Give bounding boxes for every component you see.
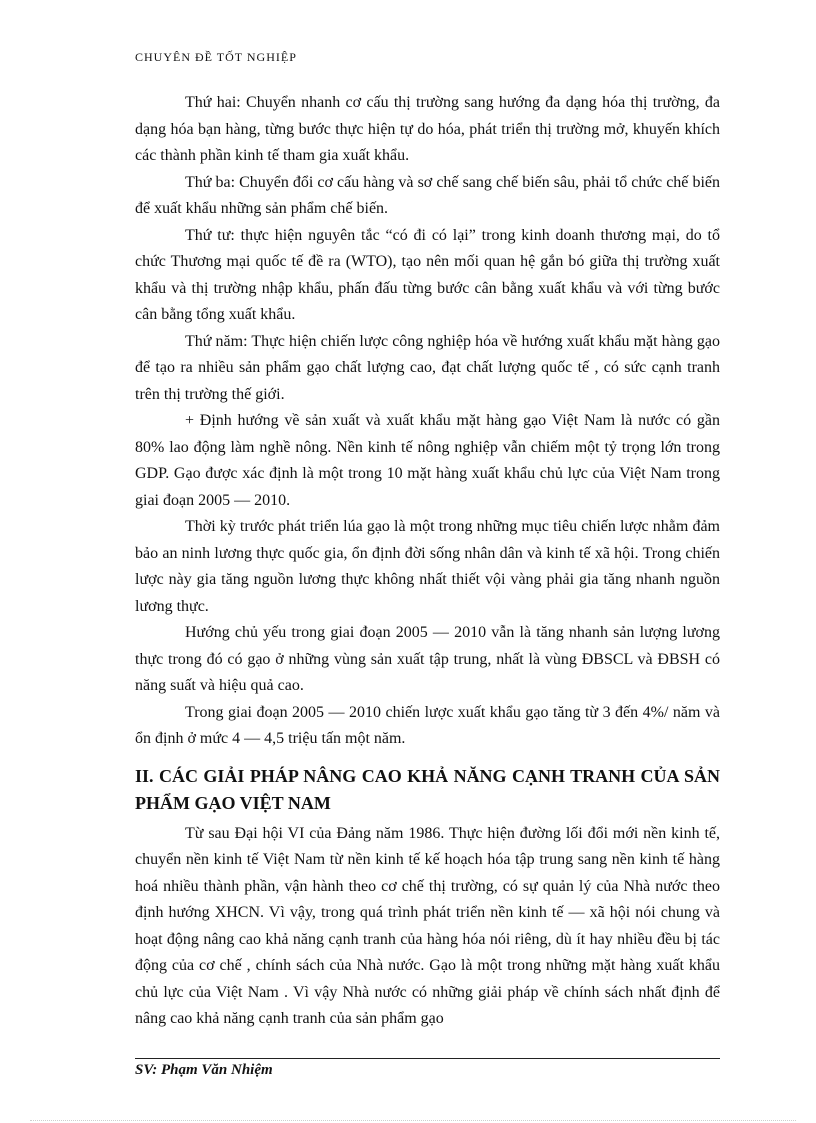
- paragraph-thoi-ky-truoc: Thời kỳ trước phát triển lúa gạo là một trong những mục tiêu chiến lược nhằm đảm bảo an ninh lương thực quốc gia, ổn định đời sống nhân dân và kinh tế xã hội. Trong chiến lược này gia tăng nguồn lương thực không nhất thiết vội vàng phải gia tăng nhanh nguồn lương thực.: [135, 518, 720, 615]
- paragraph-thu-nam: Thứ năm: Thực hiện chiến lược công nghiệp hóa về hướng xuất khẩu mặt hàng gạo để tạo ra nhiều sản phẩm gạo chất lượng cao, đạt chất lượng quốc tế , có sức cạnh tranh trên thị trường thế giới.: [135, 332, 720, 403]
- paragraph-tu-sau-dai-hoi: Từ sau Đại hội VI của Đảng năm 1986. Thực hiện đường lối đổi mới nền kinh tế, chuyển nền kinh tế Việt Nam từ nền kinh tế kế hoạch hóa tập trung sang nền kinh tế hàng hoá nhiều thành phần, vận hành theo cơ chế thị trường, có sự quản lý của Nhà nước theo định hướng XHCN. Vì vậy, trong quá trình phát triển nền kinh tế — xã hội nói chung và hoạt động nâng cao khả năng cạnh tranh của hàng hóa nói riêng, dù ít hay nhiều đều bị tác động của cơ chế , chính sách của Nhà nước. Gạo là một trong những mặt hàng xuất khẩu chủ lực của Việt Nam . Vì vậy Nhà nước có những giải pháp về chính sách nhất định để nâng cao khả năng cạnh tranh của sản phẩm gạo: [135, 824, 720, 1027]
- footer-author: SV: Phạm Văn Nhiệm: [135, 1062, 273, 1078]
- page-edge-dotted-line: [30, 1120, 796, 1121]
- paragraph-dinh-huong: + Định hướng về sản xuất và xuất khẩu mặt hàng gạo Việt Nam là nước có gần 80% lao động làm nghề nông. Nền kinh tế nông nghiệp vẫn chiếm một tỷ trọng lớn trong GDP. Gạo được xác định là một trong 10 mặt hàng xuất khẩu chủ lực của Việt Nam trong giai đoạn 2005 — 2010.: [135, 412, 720, 509]
- paragraph-thu-hai: Thứ hai: Chuyển nhanh cơ cấu thị trường sang hướng đa dạng hóa thị trường, đa dạng hóa bạn hàng, từng bước thực hiện tự do hóa, phát triển thị trường mở, khuyến khích các thành phần kinh tế tham gia xuất khẩu.: [135, 94, 720, 164]
- paragraph-trong-giai-doan: Trong giai đoạn 2005 — 2010 chiến lược xuất khẩu gạo tăng từ 3 đến 4%/ năm và ổn định ở mức 4 — 4,5 triệu tấn một năm.: [135, 703, 720, 747]
- paragraph-thu-ba: Thứ ba: Chuyển đổi cơ cấu hàng và sơ chế sang chế biến sâu, phải tổ chức chế biến để xuất khẩu những sản phẩm chế biến.: [135, 173, 720, 217]
- paragraph-huong-chu-yeu: Hướng chủ yếu trong giai đoạn 2005 — 2010 vẫn là tăng nhanh sản lượng lương thực trong đó có gạo ở những vùng sản xuất tập trung, nhất là vùng ĐBSCL và ĐBSH có năng suất và hiệu quả cao.: [135, 624, 720, 694]
- page-header-title: CHUYÊN ĐỀ TỐT NGHIỆP: [135, 50, 297, 64]
- paragraph-thu-tu: Thứ tư: thực hiện nguyên tắc “có đi có lại” trong kinh doanh thương mại, do tổ chức Thương mại quốc tế đề ra (WTO), tạo nên mối quan hệ gắn bó giữa thị trường xuất khẩu và thị trường nhập khẩu, phấn đấu từng bước cân bằng xuất khẩu và với từng bước cân bằng tổng xuất khẩu.: [135, 226, 720, 323]
- section-heading: II. CÁC GIẢI PHÁP NÂNG CAO KHẢ NĂNG CẠNH TRANH CỦA SẢN PHẨM GẠO VIỆT NAM: [135, 765, 720, 813]
- footer-divider: [135, 1058, 720, 1059]
- document-body: [135, 90, 720, 1033]
